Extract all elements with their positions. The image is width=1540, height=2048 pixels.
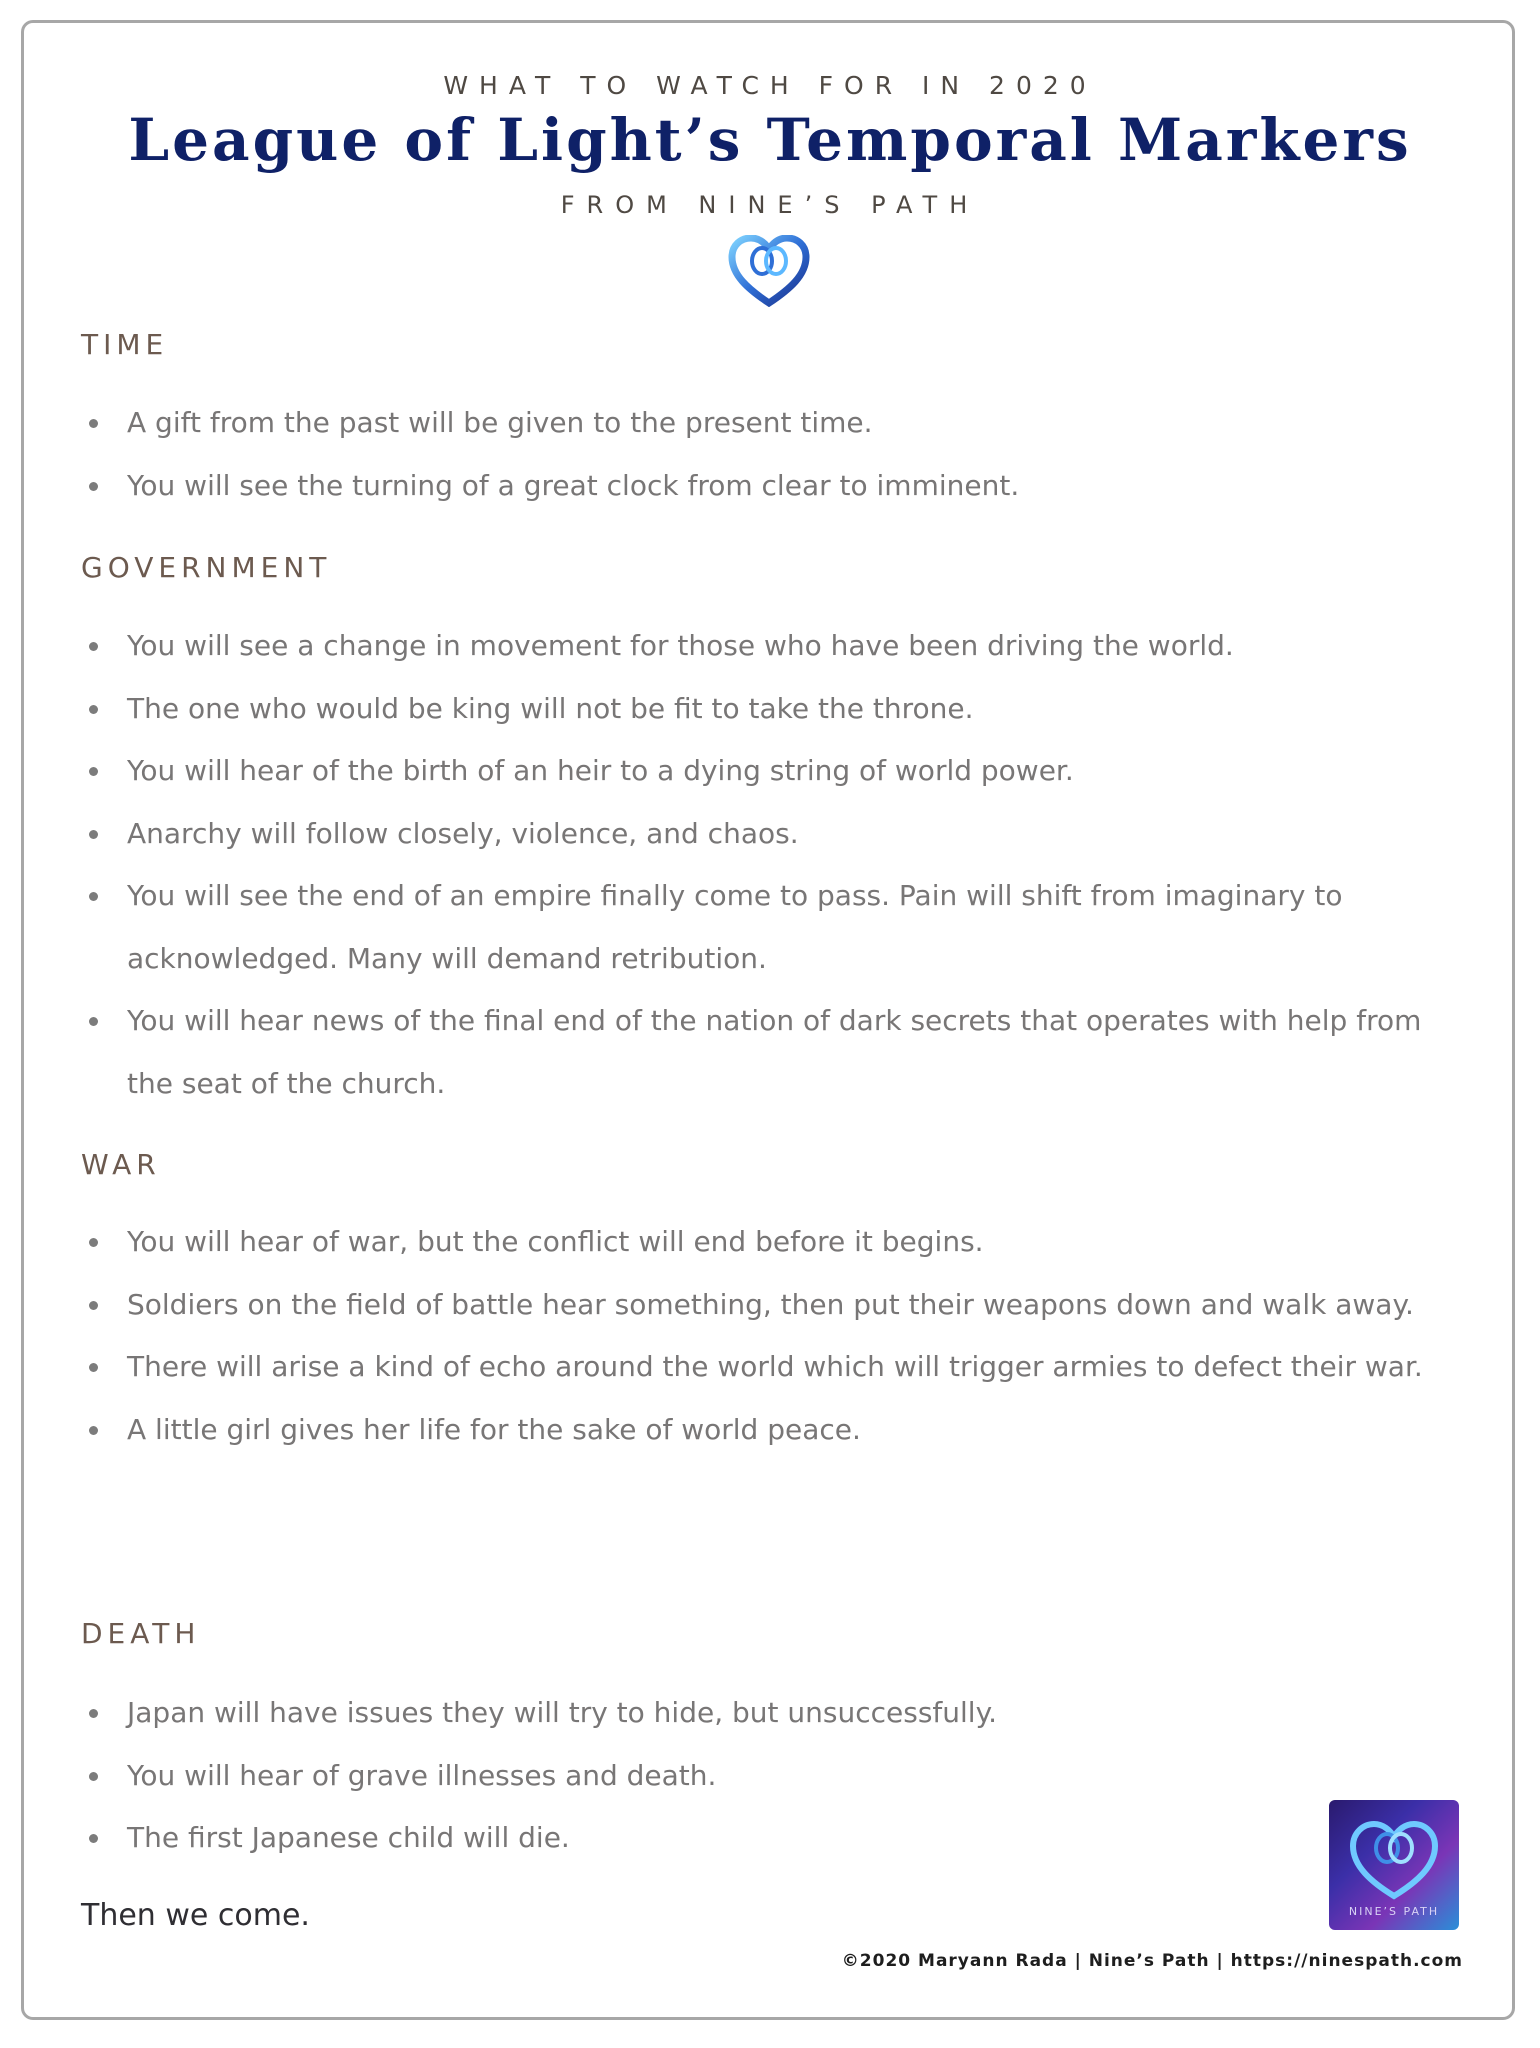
badge-label: NINE’S PATH: [1348, 1905, 1440, 1918]
section-heading-government: GOVERNMENT: [81, 551, 332, 584]
list-item: A little girl gives her life for the sake of world peace.: [81, 1399, 1461, 1462]
list-item: You will see a change in movement for those who have been driving the world.: [81, 615, 1461, 678]
list-item: The one who would be king will not be fit to take the throne.: [81, 678, 1461, 741]
footer-credit: ©2020 Maryann Rada | Nine’s Path | https://ninespath.com: [841, 1951, 1463, 1971]
list-item: Anarchy will follow closely, violence, and chaos.: [81, 803, 1461, 866]
list-item: You will see the turning of a great clock from clear to imminent.: [81, 455, 1461, 518]
list-item: You will see the end of an empire finally come to pass. Pain will shift from imaginary to acknowledged. Many will demand retribution.: [81, 865, 1461, 990]
header-subtitle: FROM NINE’S PATH: [560, 191, 980, 219]
header-kicker: WHAT TO WATCH FOR IN 2020: [443, 71, 1097, 100]
list-item: Japan will have issues they will try to hide, but unsuccessfully.: [81, 1682, 1461, 1745]
list-item: You will hear of grave illnesses and death.: [81, 1745, 1461, 1808]
section-heading-death: DEATH: [81, 1617, 201, 1650]
list-item: A gift from the past will be given to the present time.: [81, 392, 1461, 455]
section-heading-time: TIME: [81, 328, 169, 361]
section-heading-war: WAR: [81, 1148, 161, 1181]
death-list: [81, 1682, 1461, 1870]
page-title: League of Light’s Temporal Markers: [128, 106, 1412, 174]
war-list: [81, 1211, 1461, 1461]
list-item: You will hear news of the final end of the nation of dark secrets that operates with help from the seat of the church.: [81, 990, 1461, 1115]
government-list: [81, 615, 1461, 1115]
brand-badge: [1329, 1800, 1459, 1930]
closing-line: Then we come.: [81, 1898, 310, 1933]
list-item: The first Japanese child will die.: [81, 1807, 1461, 1870]
time-list: [81, 392, 1461, 517]
list-item: You will hear of war, but the conflict will end before it begins.: [81, 1211, 1461, 1274]
list-item: Soldiers on the field of battle hear something, then put their weapons down and walk away.: [81, 1274, 1461, 1337]
heart-loop-icon: [728, 235, 810, 307]
list-item: You will hear of the birth of an heir to a dying string of world power.: [81, 740, 1461, 803]
list-item: There will arise a kind of echo around the world which will trigger armies to defect their war.: [81, 1336, 1461, 1399]
